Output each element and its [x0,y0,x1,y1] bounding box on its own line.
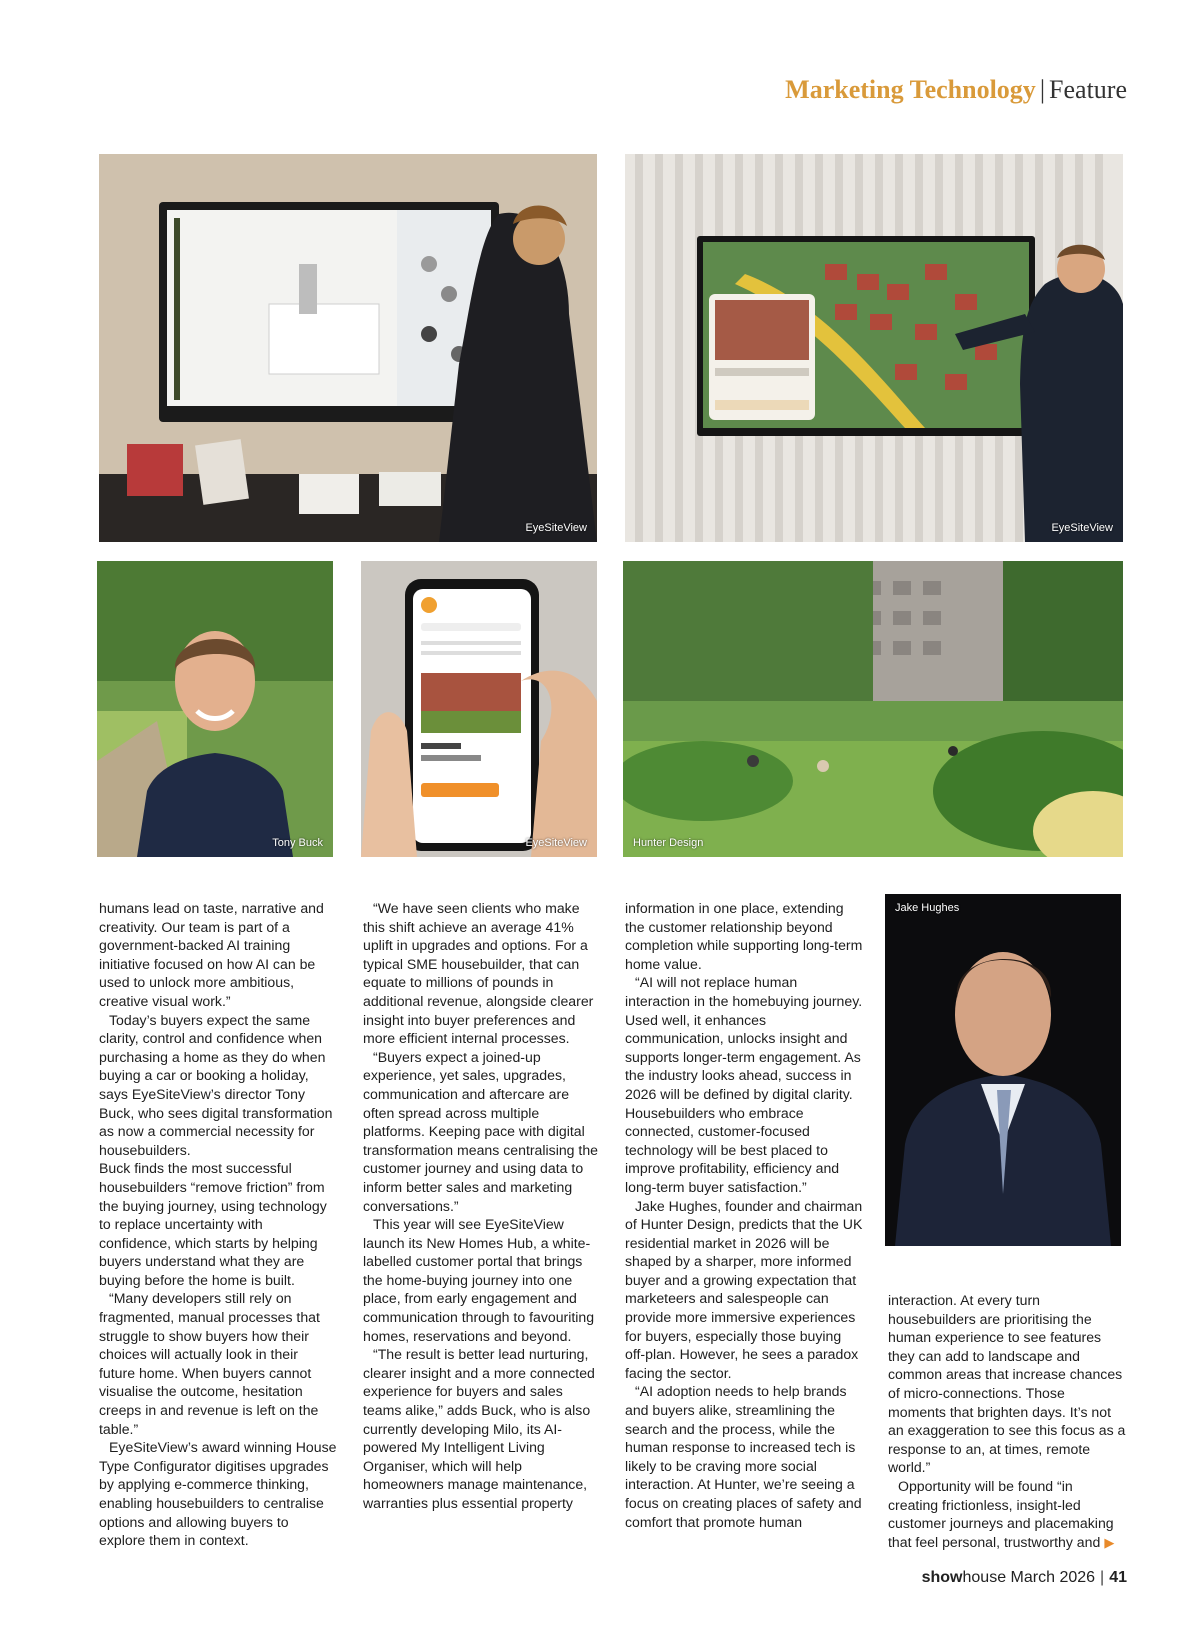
photo-portrait-jake-hughes [885,894,1121,1246]
photo-phone-app [361,561,597,857]
section-header [785,74,1127,106]
article-column-3 [625,899,863,1531]
article-column-2 [363,899,601,1513]
photo-credit: Tony Buck [272,837,323,849]
paragraph: Jake Hughes, founder and chairman of Hunter Design, predicts that the UK residential market in 2026 will be shaped by a sharper, more informed buyer and a growing expectation that marketeers and salespeople can provide more immersive experiences for buyers, especially those buying off-plan. However, he sees a paradox facing the sector. [625,1197,863,1381]
photo-credit: EyeSiteView [525,522,587,534]
paragraph: information in one place, extending the customer relationship beyond completion while supporting long-term home value. [625,900,863,972]
page-footer [922,1569,1127,1587]
article-column-1 [99,899,337,1550]
header-separator: | [1039,75,1046,104]
paragraph: This year will see EyeSiteView launch its New Homes Hub, a white-labelled customer portal that brings the home-buying journey into one place, from early engagement and communication through to favouriting homes, reservations and beyond. [363,1216,595,1344]
paragraph: “AI will not replace human interaction in the homebuying journey. Used well, it enhances communication, unlocks insight and supports longer-term engagement. As the industry looks ahead, success in 2026 will be defined by digital clarity. Housebuilders who embrace connected, customer-focused technology will be best placed to improve profitability, efficiency and long-term buyer satisfaction.” [625,974,863,1195]
paragraph: “Buyers expect a joined-up experience, yet sales, upgrades, communication and aftercare are often spread across multiple platforms. Keeping pace with digital transformation means centralising the customer journey and using data to inform better sales and marketing conversations.” [363,1048,599,1214]
photo-courtyard [623,561,1123,857]
paragraph [888,1477,1126,1552]
section-kind: Feature [1049,75,1127,104]
section-title: Marketing Technology [785,75,1036,104]
photo-credit: EyeSiteView [525,837,587,849]
paragraph: EyeSiteView’s award winning House Type Configurator digitises upgrades by applying e-commerce thinking, enabling housebuilders to centralise options and allowing buyers to explore them in context. [99,1439,337,1549]
paragraph: humans lead on taste, narrative and creativity. Our team is part of a government-backed AI training initiative focused on how AI can be used to unlock more ambitious, creative visual work.” [99,900,324,1009]
photo-credit: EyeSiteView [1051,522,1113,534]
photo-credit: Hunter Design [633,837,704,849]
paragraph: “Many developers still rely on fragmented, manual processes that struggle to show buyers how their choices will actually look in their future home. When buyers cannot visualise the outcome, hesitation creeps in and revenue is left on the table.” [99,1290,320,1437]
paragraph: “We have seen clients who make this shift achieve an average 41% uplift in upgrades and options. For a typical SME housebuilder, that can equate to millions of pounds in additional revenue, alongside clearer insight into buyer preferences and more efficient internal processes. [363,900,594,1047]
photo-portrait-tony-buck [97,561,333,857]
paragraph: interaction. At every turn housebuilders are prioritising the human experience to see features they can add to landscape and common areas that increase chances of micro-connections. Those moments that brighten days. It’s not an exaggeration to see this focus as a response to an, at times, remote world.” [888,1292,1126,1476]
photo-credit: Jake Hughes [895,902,960,914]
continue-arrow-icon: ▶ [1104,1534,1115,1550]
issue-date: March 2026 [1010,1569,1096,1586]
paragraph: “AI adoption needs to help brands and buyers alike, streamlining the search and the process, while the human response to increased tech is likely to be craving more social interaction. At Hunter, we’re seeing a focus on creating places of safety and comfort that promote human [625,1383,862,1530]
paragraph: Buck finds the most successful housebuilders “remove friction” from the buying journey, using technology to replace uncertainty with confidence, which starts by helping buyers understand what they are buying before the home is built. [99,1160,327,1288]
magazine-brand-bold: show [921,1569,963,1586]
paragraph: Today’s buyers expect the same clarity, control and confidence when purchasing a home as they do when buying a car or booking a holiday, says EyeSiteView’s director Tony Buck, who sees digital transformation as now a commercial necessity for housebuilders. [99,1011,333,1158]
footer-separator: | [1100,1569,1105,1586]
photo-configurator-screen [99,154,597,542]
page-number: 41 [1109,1569,1127,1586]
article-column-4 [888,1291,1126,1552]
photo-siteplan-screen [625,154,1123,542]
paragraph: “The result is better lead nurturing, clearer insight and a more connected experience for buyers and sales teams alike,” adds Buck, who is also currently developing Milo, its AI-powered My Intelligent Living Organiser, which will help homeowners manage maintenance, warranties plus essential property [363,1346,595,1511]
paragraph-text: Opportunity will be found “in creating frictionless, insight-led customer journeys and placemaking that feel personal, trustworthy and [888,1477,1114,1550]
magazine-brand-light: house [962,1569,1007,1586]
